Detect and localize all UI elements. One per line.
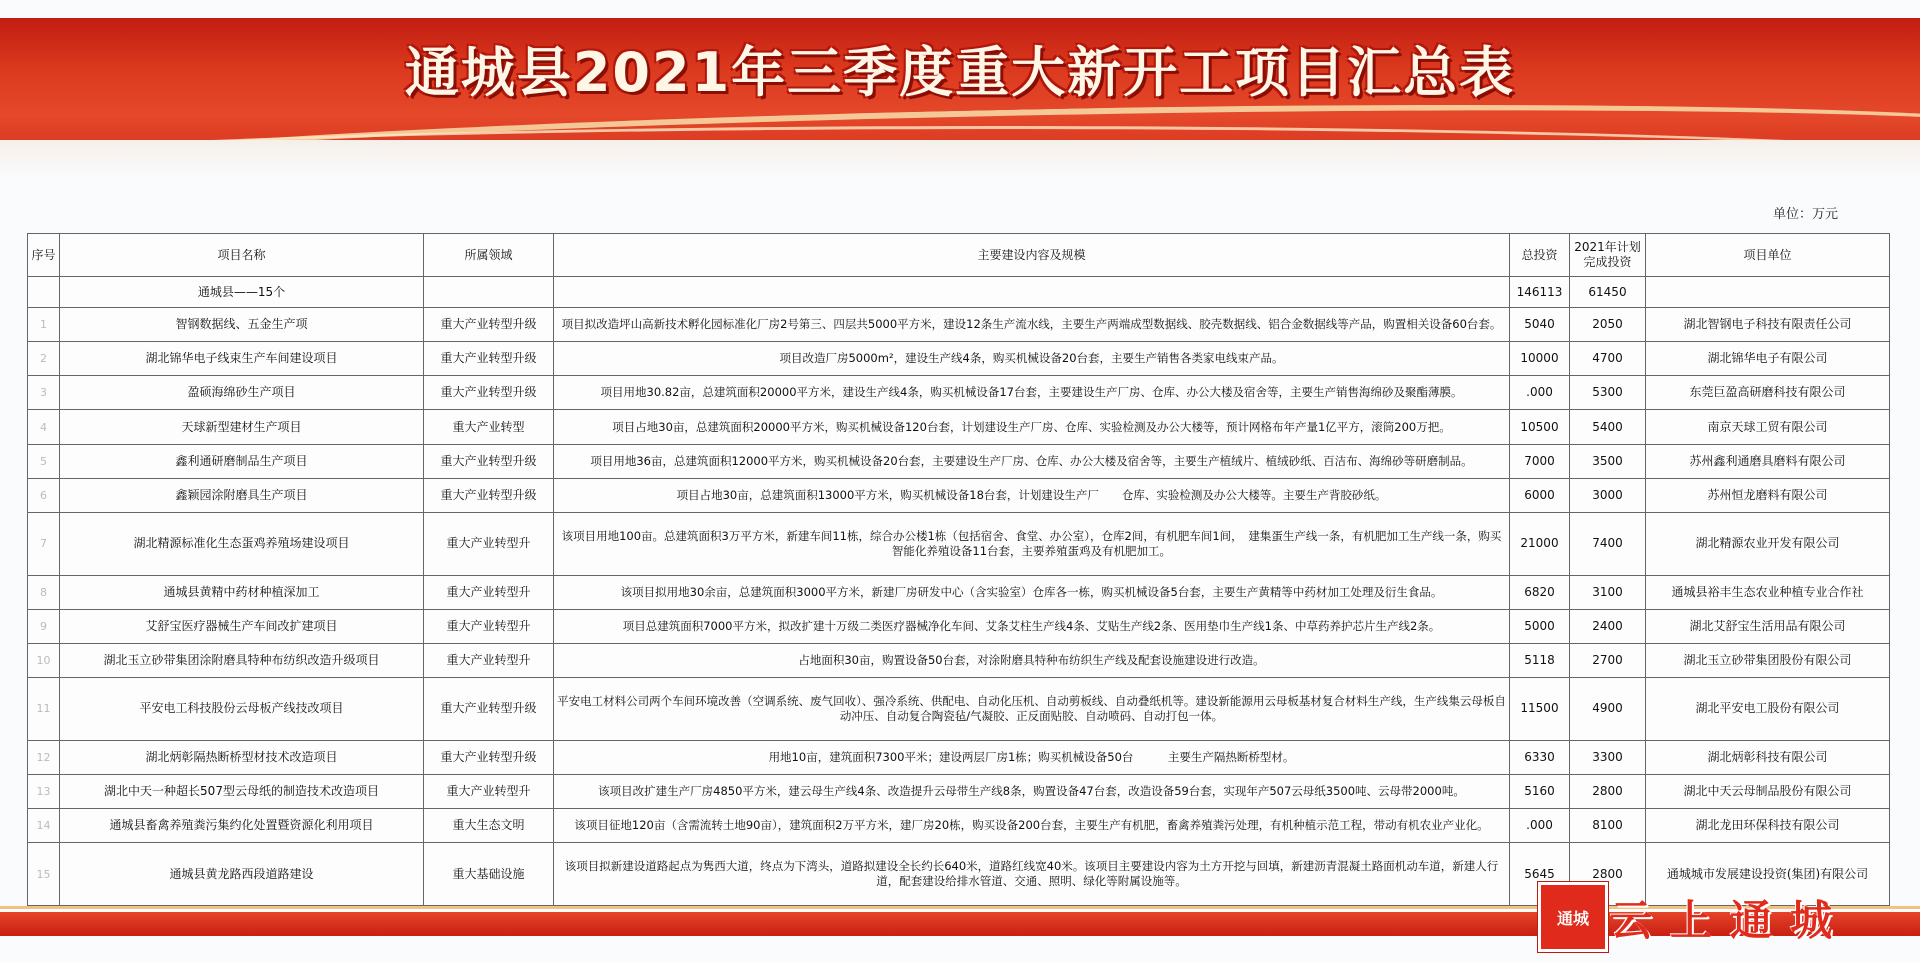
- cell-plan: 3100: [1570, 575, 1646, 609]
- table-row: [28, 575, 1890, 609]
- cell-plan: 5400: [1570, 410, 1646, 444]
- summary-row: [28, 277, 1890, 308]
- cell-field: 重大产业转型升: [424, 575, 554, 609]
- cell-content: 项目拟改造坪山高新技术孵化园标准化厂房2号第三、四层共5000平方米，建设12条生产流水线，主要生产两端成型数据线、胶壳数据线、铝合金数据线等产品，购置相关设备60台套。: [554, 308, 1510, 342]
- cell-field: 重大产业转型升: [424, 512, 554, 575]
- cell-field: 重大产业转型升级: [424, 444, 554, 478]
- cell-total: 6000: [1510, 478, 1570, 512]
- cell-field: 重大产业转型升: [424, 609, 554, 643]
- page-title: 通城县2021年三季度重大新开工项目汇总表: [404, 41, 1516, 104]
- cell-total: 5645: [1510, 843, 1570, 906]
- summary-unit: [1646, 277, 1890, 308]
- summary-content: [554, 277, 1510, 308]
- header-total: 总投资: [1510, 234, 1570, 277]
- cell-field: 重大产业转型升级: [424, 308, 554, 342]
- cell-idx: 13: [28, 774, 60, 808]
- cell-unit: 湖北龙田环保科技有限公司: [1646, 809, 1890, 843]
- cell-idx: 4: [28, 410, 60, 444]
- cell-plan: 2800: [1570, 774, 1646, 808]
- cell-idx: 3: [28, 376, 60, 410]
- table-row: [28, 410, 1890, 444]
- cell-total: 10000: [1510, 342, 1570, 376]
- cell-name: 通城县黄龙路西段道路建设: [60, 843, 424, 906]
- header-unit: 项目单位: [1646, 234, 1890, 277]
- header-plan: [1570, 234, 1646, 277]
- cell-total: 10500: [1510, 410, 1570, 444]
- cell-content: 该项目改扩建生产厂房4850平方米，建云母生产线4条、改造提升云母带生产线8条，购置设备47台套，改造设备59台套，实现年产507云母纸3500吨、云母带2000吨。: [554, 774, 1510, 808]
- cell-idx: 14: [28, 809, 60, 843]
- cell-total: 6820: [1510, 575, 1570, 609]
- cell-content: 该项目拟用地30余亩，总建筑面积3000平方米，新建厂房研发中心（含实验室）仓库各一栋，购买机械设备5台套，主要生产黄精等中药材加工处理及衍生食品。: [554, 575, 1510, 609]
- cell-content: 项目用地36亩，总建筑面积12000平方米，购买机械设备20台套，主要建设生产厂房、仓库、办公大楼及宿舍等，主要生产植绒片、植绒砂纸、百洁布、海绵砂等研磨制品。: [554, 444, 1510, 478]
- cell-unit: 通城城市发展建设投资(集团)有限公司: [1646, 843, 1890, 906]
- summary-field: [424, 277, 554, 308]
- cell-plan: 4900: [1570, 678, 1646, 741]
- summary-idx: [28, 277, 60, 308]
- cell-unit: 通城县裕丰生态农业种植专业合作社: [1646, 575, 1890, 609]
- cell-field: 重大产业转型升级: [424, 376, 554, 410]
- cell-field: 重大产业转型: [424, 410, 554, 444]
- brand-logo-text: 云上通城: [1610, 896, 1851, 945]
- cell-field: 重大生态文明: [424, 809, 554, 843]
- cell-plan: 8100: [1570, 809, 1646, 843]
- cell-idx: 5: [28, 444, 60, 478]
- summary-plan: 61450: [1570, 277, 1646, 308]
- header-plan-line1: 2021年计划: [1574, 240, 1641, 254]
- cell-content: 项目用地30.82亩，总建筑面积20000平方米，建设生产线4条，购买机械设备17台套，主要建设生产厂房、仓库、办公大楼及宿舍等，主要生产销售海绵砂及聚酯薄膜。: [554, 376, 1510, 410]
- cell-total: .000: [1510, 809, 1570, 843]
- cell-plan: 4700: [1570, 342, 1646, 376]
- cell-name: 盈硕海绵砂生产项目: [60, 376, 424, 410]
- header-idx: 序号: [28, 234, 60, 277]
- cell-plan: 3300: [1570, 740, 1646, 774]
- table-row: [28, 643, 1890, 677]
- cell-idx: 11: [28, 678, 60, 741]
- cell-content: 占地面积30亩，购置设备50台套，对涂附磨具特种布纺织生产线及配套设施建设进行改造。: [554, 643, 1510, 677]
- cell-total: .000: [1510, 376, 1570, 410]
- cell-plan: 3000: [1570, 478, 1646, 512]
- cell-name: 通城县黄精中药材种植深加工: [60, 575, 424, 609]
- cell-name: 湖北精源标准化生态蛋鸡养殖场建设项目: [60, 512, 424, 575]
- table-row: [28, 342, 1890, 376]
- projects-table: [27, 233, 1890, 906]
- summary-total: 146113: [1510, 277, 1570, 308]
- cell-name: 平安电工科技股份云母板产线技改项目: [60, 678, 424, 741]
- cell-plan: 2800: [1570, 843, 1646, 906]
- cell-name: 湖北中天一种超长507型云母纸的制造技术改造项目: [60, 774, 424, 808]
- cell-idx: 9: [28, 609, 60, 643]
- table-row: [28, 478, 1890, 512]
- cell-content: 项目改造厂房5000m²，建设生产线4条，购买机械设备20台套，主要生产销售各类家电线束产品。: [554, 342, 1510, 376]
- cell-field: 重大基础设施: [424, 843, 554, 906]
- cell-idx: 15: [28, 843, 60, 906]
- cell-total: 5000: [1510, 609, 1570, 643]
- cell-unit: 苏州恒龙磨料有限公司: [1646, 478, 1890, 512]
- table-row: [28, 376, 1890, 410]
- cell-plan: 5300: [1570, 376, 1646, 410]
- header-plan-line2: 完成投资: [1583, 255, 1632, 269]
- cell-plan: 3500: [1570, 444, 1646, 478]
- table-row: [28, 308, 1890, 342]
- logo-seal: 通城: [1538, 882, 1608, 952]
- cell-name: 天球新型建材生产项目: [60, 410, 424, 444]
- cell-field: 重大产业转型升级: [424, 740, 554, 774]
- cell-field: 重大产业转型升级: [424, 678, 554, 741]
- header-name: 项目名称: [60, 234, 424, 277]
- cell-unit: 湖北精源农业开发有限公司: [1646, 512, 1890, 575]
- cell-unit: 湖北锦华电子有限公司: [1646, 342, 1890, 376]
- cell-total: 11500: [1510, 678, 1570, 741]
- summary-name: 通城县——15个: [60, 277, 424, 308]
- cell-name: 湖北玉立砂带集团涂附磨具特种布纺织改造升级项目: [60, 643, 424, 677]
- cell-name: 鑫颖园涂附磨具生产项目: [60, 478, 424, 512]
- cell-content: 该项目拟新建设道路起点为隽西大道，终点为下湾头，道路拟建设全长约长640米，道路红线宽40米。该项目主要建设内容为土方开挖与回填，新建沥青混凝土路面机动车道，新建人行道，配套建设给排水管道、交通、照明、绿化等附属设施等。: [554, 843, 1510, 906]
- cell-name: 通城县畜禽养殖粪污集约化处置暨资源化利用项目: [60, 809, 424, 843]
- cell-field: 重大产业转型升: [424, 774, 554, 808]
- cell-unit: 湖北平安电工股份有限公司: [1646, 678, 1890, 741]
- cell-idx: 12: [28, 740, 60, 774]
- header-field: 所属领域: [424, 234, 554, 277]
- cell-unit: 湖北炳彰科技有限公司: [1646, 740, 1890, 774]
- table-row: [28, 809, 1890, 843]
- cell-unit: 苏州鑫利通磨具磨料有限公司: [1646, 444, 1890, 478]
- cell-content: 平安电工材料公司两个车间环境改善（空调系统、废气回收）、强冷系统、供配电、自动化压机、自动剪板线、自动叠纸机等。建设新能源用云母板基材复合材料生产线，生产线集云母板自动冲压、自动复合陶瓷毡/气凝胶、正反面贴胶、自动喷码、自动打包一体。: [554, 678, 1510, 741]
- cell-total: 7000: [1510, 444, 1570, 478]
- table-row: [28, 740, 1890, 774]
- cell-total: 5160: [1510, 774, 1570, 808]
- cell-name: 艾舒宝医疗器械生产车间改扩建项目: [60, 609, 424, 643]
- header-content: 主要建设内容及规模: [554, 234, 1510, 277]
- cell-content: 该项目用地100亩。总建筑面积3万平方米，新建车间11栋，综合办公楼1栋（包括宿舍、食堂、办公室），仓库2间，有机肥车间1间， 建集蛋生产线一条，有机肥加工生产线一条，购买智能化养殖设备11台套，主要养殖蛋鸡及有机肥加工。: [554, 512, 1510, 575]
- cell-idx: 2: [28, 342, 60, 376]
- cell-field: 重大产业转型升级: [424, 478, 554, 512]
- cell-content: 用地10亩，建筑面积7300平米；建设两层厂房1栋；购买机械设备50台 主要生产隔热断桥型材。: [554, 740, 1510, 774]
- table-row: [28, 444, 1890, 478]
- cell-total: 5118: [1510, 643, 1570, 677]
- table-row: [28, 678, 1890, 741]
- cell-unit: 湖北艾舒宝生活用品有限公司: [1646, 609, 1890, 643]
- unit-label: 单位：万元: [1772, 207, 1838, 222]
- cell-name: 智钢数据线、五金生产项: [60, 308, 424, 342]
- cell-total: 5040: [1510, 308, 1570, 342]
- banner-fade: [0, 140, 1920, 178]
- cell-plan: 2050: [1570, 308, 1646, 342]
- cell-idx: 8: [28, 575, 60, 609]
- cell-plan: 7400: [1570, 512, 1646, 575]
- cell-idx: 6: [28, 478, 60, 512]
- cell-field: 重大产业转型升级: [424, 342, 554, 376]
- cell-unit: 湖北中天云母制品股份有限公司: [1646, 774, 1890, 808]
- cell-idx: 10: [28, 643, 60, 677]
- cell-unit: 湖北智钢电子科技有限责任公司: [1646, 308, 1890, 342]
- cell-plan: 2700: [1570, 643, 1646, 677]
- cell-content: 项目占地30亩，总建筑面积13000平方米，购买机械设备18台套，计划建设生产厂 仓库、实验检测及办公大楼等。主要生产背胶砂纸。: [554, 478, 1510, 512]
- cell-name: 鑫利通研磨制品生产项目: [60, 444, 424, 478]
- table-row: [28, 774, 1890, 808]
- cell-name: 湖北锦华电子线束生产车间建设项目: [60, 342, 424, 376]
- cell-unit: 南京天球工贸有限公司: [1646, 410, 1890, 444]
- cell-total: 21000: [1510, 512, 1570, 575]
- cell-unit: 湖北玉立砂带集团股份有限公司: [1646, 643, 1890, 677]
- cell-plan: 2400: [1570, 609, 1646, 643]
- cell-field: 重大产业转型升: [424, 643, 554, 677]
- cell-idx: 1: [28, 308, 60, 342]
- cell-name: 湖北炳彰隔热断桥型材技术改造项目: [60, 740, 424, 774]
- cell-idx: 7: [28, 512, 60, 575]
- cell-unit: 东莞巨盈高研磨科技有限公司: [1646, 376, 1890, 410]
- cell-content: 该项目征地120亩（含需流转土地90亩），建筑面积2万平方米，建厂房20栋，购买设备200台套，主要生产有机肥，畜禽养殖粪污处理，有机种植示范工程，带动有机农业产业化。: [554, 809, 1510, 843]
- cell-total: 6330: [1510, 740, 1570, 774]
- table-header-row: [28, 234, 1890, 277]
- cell-content: 项目总建筑面积7000平方米，拟改扩建十万级二类医疗器械净化车间、艾条艾柱生产线4条、艾贴生产线2条、医用垫巾生产线1条、中草药养护芯片生产线2条。: [554, 609, 1510, 643]
- cell-content: 项目占地30亩，总建筑面积20000平方米，购买机械设备120台套，计划建设生产厂房、仓库、实验检测及办公大楼等，预计网格布年产量1亿平方，滚筒200万把。: [554, 410, 1510, 444]
- table-row: [28, 512, 1890, 575]
- table-row: [28, 609, 1890, 643]
